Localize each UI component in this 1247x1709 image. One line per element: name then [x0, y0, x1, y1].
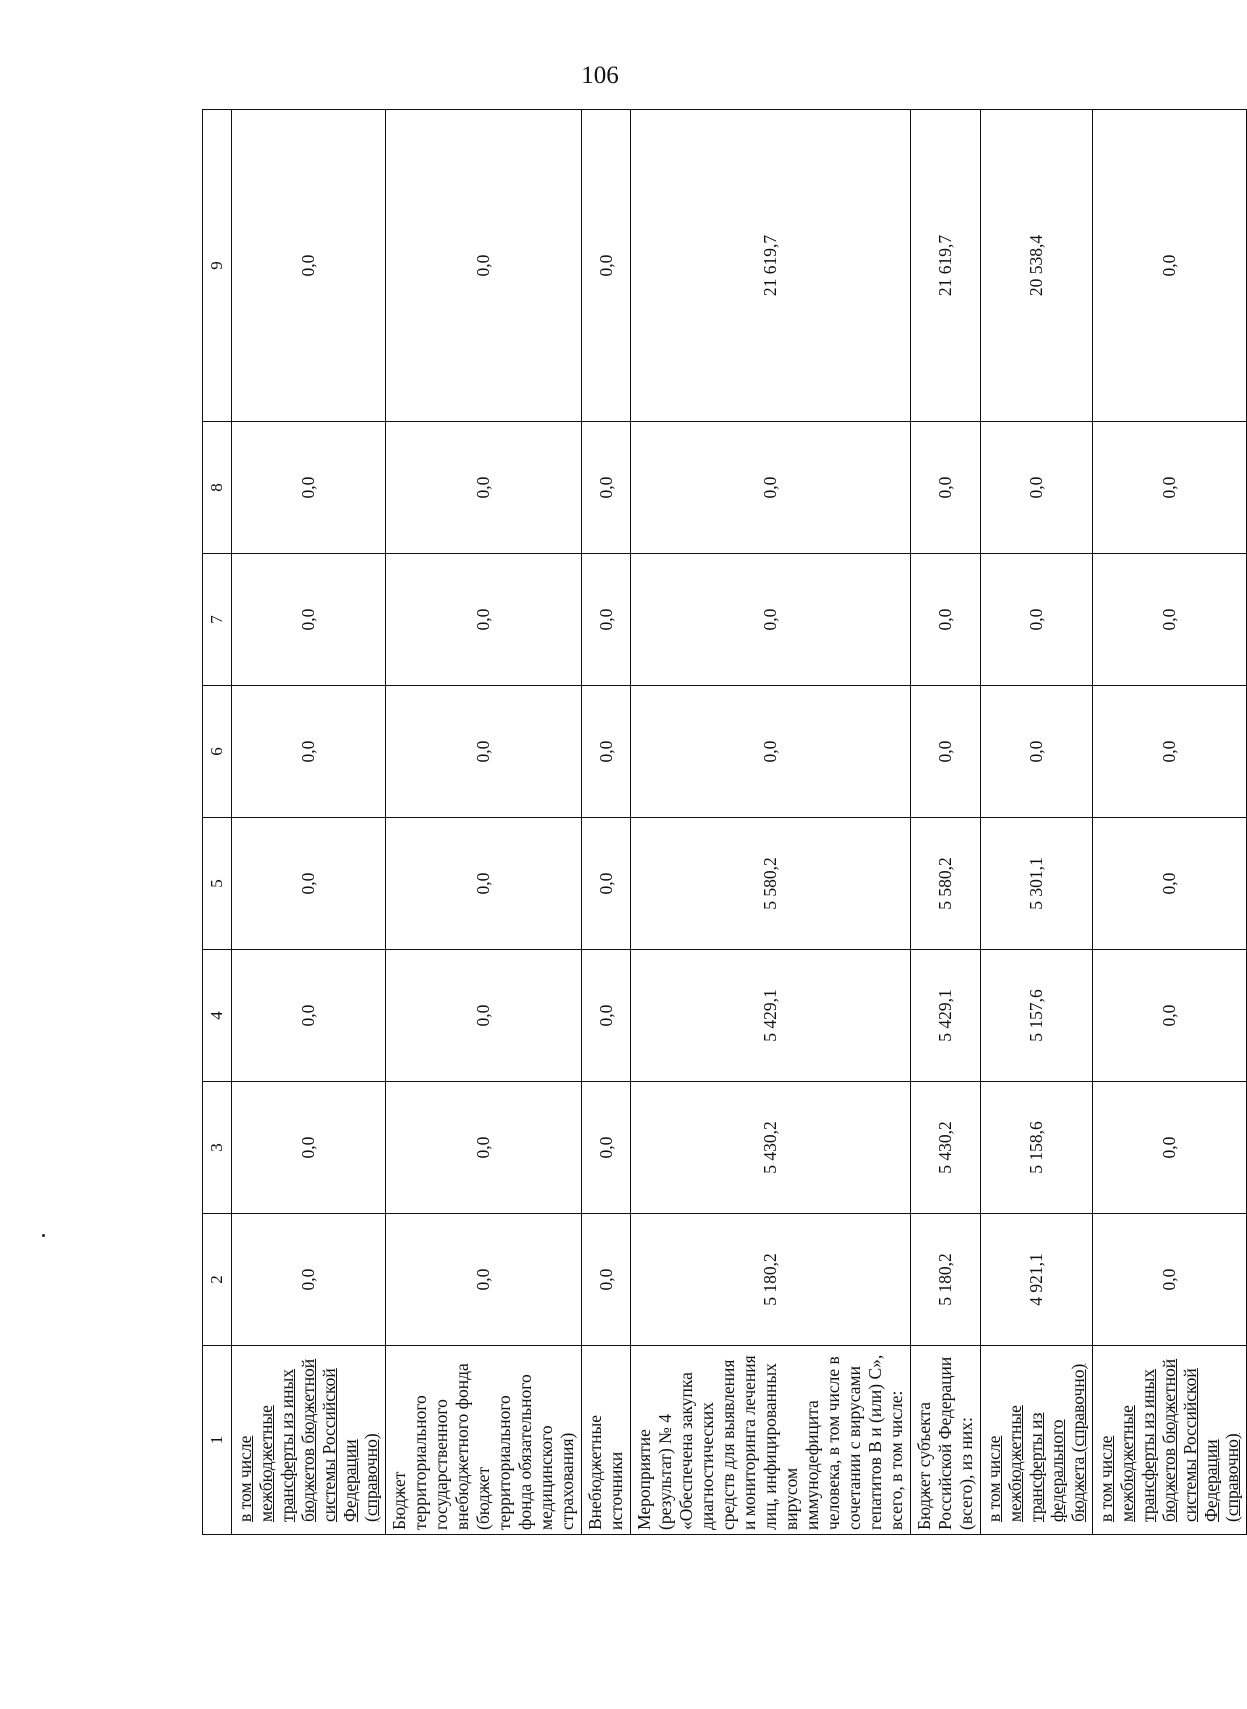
- table-cell: 5 158,6: [981, 1082, 1093, 1214]
- table-cell: 0,0: [232, 1214, 386, 1346]
- table-row: [1093, 110, 1247, 1535]
- table-cell: 0,0: [582, 1214, 631, 1346]
- table-cell: 0,0: [1093, 686, 1247, 818]
- table-cell: 0,0: [386, 686, 582, 818]
- column-header: 7: [203, 554, 232, 686]
- table-row: [631, 110, 911, 1535]
- column-header: 9: [203, 110, 232, 422]
- table-cell: 0,0: [1093, 818, 1247, 950]
- row-label: Бюджет субъекта Российской Федерации (всего), из них:: [911, 1346, 981, 1535]
- table-cell: 5 301,1: [981, 818, 1093, 950]
- column-header: 8: [203, 422, 232, 554]
- table-cell: 0,0: [911, 554, 981, 686]
- table-row: [232, 110, 386, 1535]
- table-cell: 0,0: [232, 818, 386, 950]
- table-cell: 0,0: [981, 422, 1093, 554]
- table-cell: 0,0: [386, 110, 582, 422]
- table-cell: 0,0: [232, 1082, 386, 1214]
- row-label: в том числе межбюджетные трансферты из федерального бюджета (справочно): [981, 1346, 1093, 1535]
- table-cell: 0,0: [1093, 110, 1247, 422]
- table-cell: 0,0: [1093, 422, 1247, 554]
- table-cell: 0,0: [232, 686, 386, 818]
- table-cell: 0,0: [582, 110, 631, 422]
- column-header: 1: [203, 1346, 232, 1535]
- table-cell: 21 619,7: [631, 110, 911, 422]
- table-cell: 0,0: [631, 686, 911, 818]
- table-cell: 0,0: [911, 686, 981, 818]
- budget-table: [202, 109, 1247, 1535]
- table-cell: 0,0: [386, 422, 582, 554]
- table-cell: 0,0: [582, 686, 631, 818]
- table-cell: 0,0: [232, 554, 386, 686]
- table-cell: 0,0: [386, 950, 582, 1082]
- table-cell: 20 538,4: [981, 110, 1093, 422]
- table-cell: 5 180,2: [911, 1214, 981, 1346]
- table-cell: 4 921,1: [981, 1214, 1093, 1346]
- table-cell: 0,0: [386, 554, 582, 686]
- table-cell: 0,0: [386, 1214, 582, 1346]
- table-cell: 0,0: [911, 422, 981, 554]
- table-row: [981, 110, 1093, 1535]
- table-cell: 5 580,2: [911, 818, 981, 950]
- table-cell: 0,0: [981, 554, 1093, 686]
- table-cell: 0,0: [631, 422, 911, 554]
- column-header: 6: [203, 686, 232, 818]
- table-header-row: [203, 110, 232, 1535]
- column-header: 3: [203, 1082, 232, 1214]
- table-cell: 5 157,6: [981, 950, 1093, 1082]
- table-cell: 0,0: [1093, 1082, 1247, 1214]
- table-cell: 0,0: [232, 422, 386, 554]
- rotated-table-frame: [202, 110, 1242, 1535]
- table-cell: 0,0: [582, 818, 631, 950]
- table-cell: 0,0: [981, 686, 1093, 818]
- table-row: [911, 110, 981, 1535]
- row-label: в том числе межбюджетные трансферты из иных бюджетов бюджетной системы Российской Федерации (справочно): [1093, 1346, 1247, 1535]
- table-cell: 0,0: [1093, 554, 1247, 686]
- column-header: 2: [203, 1214, 232, 1346]
- table-cell: 5 180,2: [631, 1214, 911, 1346]
- table-cell: 5 580,2: [631, 818, 911, 950]
- row-label: Мероприятие (результат) № 4 «Обеспечена закупка диагностических средств для выявления и мониторинга лечения лиц, инфицированных вирусом иммунодефицита человека, в том числе в сочетании с вирусами гепатитов В и (или) С», всего, в том числе:: [631, 1346, 911, 1535]
- table-cell: 0,0: [386, 818, 582, 950]
- table-cell: 5 430,2: [911, 1082, 981, 1214]
- table-cell: 5 429,1: [911, 950, 981, 1082]
- table-cell: 0,0: [631, 554, 911, 686]
- table-cell: 0,0: [582, 554, 631, 686]
- column-header: 4: [203, 950, 232, 1082]
- table-cell: 21 619,7: [911, 110, 981, 422]
- row-label: Внебюджетные источники: [582, 1346, 631, 1535]
- table-cell: 0,0: [582, 950, 631, 1082]
- row-label: в том числе межбюджетные трансферты из иных бюджетов бюджетной системы Российской Федерации (справочно): [232, 1346, 386, 1535]
- table-cell: 0,0: [232, 110, 386, 422]
- column-header: 5: [203, 818, 232, 950]
- page-number: 106: [581, 62, 619, 89]
- table-cell: 0,0: [386, 1082, 582, 1214]
- table-cell: 0,0: [582, 1082, 631, 1214]
- table-cell: 0,0: [1093, 1214, 1247, 1346]
- row-label: Бюджет территориального государственного внебюджетного фонда (бюджет территориального фонда обязательного медицинского страхования): [386, 1346, 582, 1535]
- table-row: [386, 110, 582, 1535]
- table-cell: 0,0: [582, 422, 631, 554]
- table-cell: 5 430,2: [631, 1082, 911, 1214]
- table-cell: 5 429,1: [631, 950, 911, 1082]
- table-cell: 0,0: [232, 950, 386, 1082]
- table-cell: 0,0: [1093, 950, 1247, 1082]
- scan-speck: [42, 1234, 45, 1237]
- table-row: [582, 110, 631, 1535]
